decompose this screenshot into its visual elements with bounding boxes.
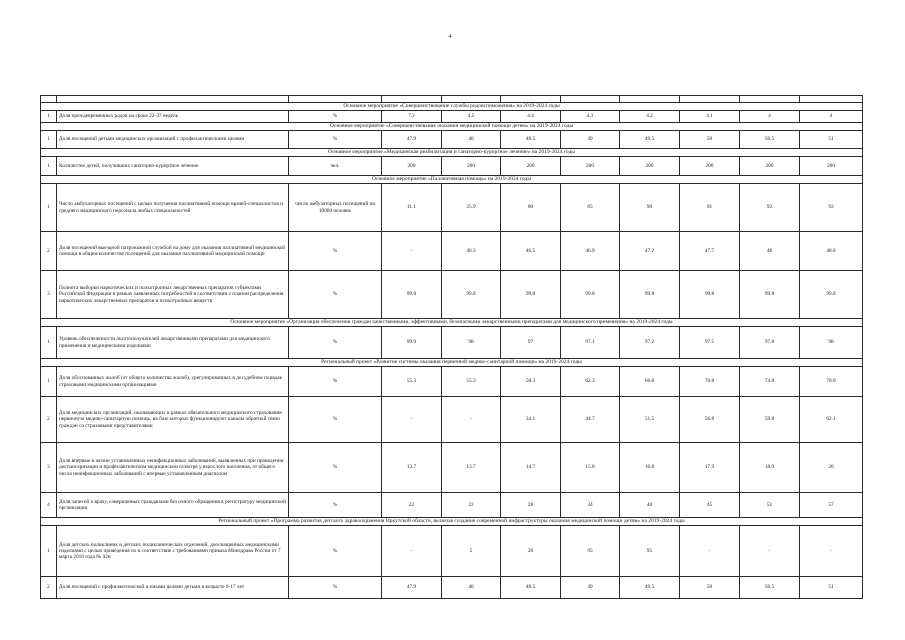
value-cell: 99.8 (740, 271, 800, 319)
value-cell: 51 (740, 493, 800, 518)
value-cell: 18.9 (740, 443, 800, 493)
value-cell: 99.8 (501, 271, 561, 319)
value-cell: 99.8 (620, 271, 680, 319)
unit-cell: % (289, 131, 382, 149)
value-cell: 99.8 (561, 271, 620, 319)
value-cell: 98 (800, 327, 863, 359)
value-cell: 58.3 (501, 367, 561, 397)
indicator-name: Доля медицинских организаций, оказывающих в рамках обязательного медицинского страхования первичную медико-санитарную помощь, на базе которых функционируют каналы обратной связи граждан со страховыми представителями (57, 397, 289, 443)
unit-cell: % (289, 526, 382, 577)
value-cell: 16.8 (620, 443, 680, 493)
section-header-row (41, 176, 863, 184)
section-title: Региональный проект «Развитие системы оказания первичной медико-санитарной помощи» на 2019-2024 годы (41, 359, 863, 367)
value-cell: 5 (442, 526, 501, 577)
indicator-name: Доля обоснованных жалоб (от общего количества жалоб), урегулированных в досудебном порядке страховыми медицинскими организациями (57, 367, 289, 397)
indicator-row (41, 367, 863, 397)
indicator-name: Доля посещений выездной патронажной службой на дому для оказания паллиативной медицинской помощи в общем количестве посещений для оказания паллиативной медицинской помощи (57, 232, 289, 271)
header-cell (800, 96, 863, 103)
value-cell: 200 (382, 157, 442, 176)
value-cell: 97 (501, 327, 561, 359)
value-cell: 99.8 (800, 271, 863, 319)
value-cell: 92 (740, 184, 800, 232)
value-cell: 48.5 (501, 131, 561, 149)
row-number: 1 (41, 327, 57, 359)
value-cell: - (800, 526, 863, 577)
value-cell: 74.8 (740, 367, 800, 397)
value-cell: 99.9 (382, 327, 442, 359)
unit-cell: % (289, 271, 382, 319)
row-number: 3 (41, 443, 57, 493)
value-cell: 97.8 (740, 327, 800, 359)
indicator-row (41, 157, 863, 176)
row-number: 2 (41, 397, 57, 443)
indicator-name: Число амбулаторных посещений с целью получения паллиативной помощи врачей-специалистов и среднего медицинского персонала любых специальностей (57, 184, 289, 232)
indicator-name: Доля посещений детьми медицинских организаций с профилактическими целями (57, 131, 289, 149)
section-header-row (41, 123, 863, 131)
unit-cell: % (289, 577, 382, 599)
unit-cell: % (289, 367, 382, 397)
unit-cell: % (289, 397, 382, 443)
section-title: Основное мероприятие «Совершенствование службы родовспоможения» на 2019-2024 годы (41, 103, 863, 111)
value-cell: 200 (680, 157, 740, 176)
value-cell: 95 (620, 526, 680, 577)
value-cell: 51 (800, 131, 863, 149)
value-cell: 7.2 (382, 111, 442, 123)
indicator-name: Доля посещений с профилактической и иными целями детьми в возрасте 0-17 лет (57, 577, 289, 599)
value-cell: 200 (620, 157, 680, 176)
unit-cell: % (289, 111, 382, 123)
value-cell: 25.9 (442, 184, 501, 232)
value-cell: 46.3 (442, 232, 501, 271)
value-cell: 200 (800, 157, 863, 176)
unit-cell: % (289, 232, 382, 271)
header-cell (740, 96, 800, 103)
value-cell: 47.7 (680, 232, 740, 271)
indicator-name: Доля преждевременных родов на сроке 22-37 недель (57, 111, 289, 123)
value-cell: 59.8 (740, 397, 800, 443)
value-cell: 14.7 (501, 443, 561, 493)
indicator-name: Доля впервые в жизни установленных неинфекционных заболеваний, выявленных при проведении диспансеризации и профилактическом медицинском осмотре у взрослого населения, от общего числа неинфекционных заболеваний с впервые установленным диагнозом (57, 443, 289, 493)
value-cell: 40 (620, 493, 680, 518)
header-cell (289, 96, 382, 103)
value-cell: 55.3 (442, 367, 501, 397)
section-header-row (41, 149, 863, 157)
value-cell: 78.8 (800, 367, 863, 397)
indicator-row (41, 493, 863, 518)
value-cell: 4.4 (501, 111, 561, 123)
value-cell: 13.7 (382, 443, 442, 493)
value-cell: 44.7 (561, 397, 620, 443)
value-cell: 50.5 (740, 577, 800, 599)
indicator-name: Доля детских поликлиник и детских поликлинических отделений, дооснащенных медицинскими изделиями с целью приведения их в соответствие с требованиями приказа Минздрава России от 7 марта 2018 года № 92н (57, 526, 289, 577)
section-header-row (41, 518, 863, 526)
section-title: Основное мероприятие «Медицинская реабилитация и санаторно-курортное лечение» на 2019-2024 годы (41, 149, 863, 157)
value-cell: 4 (800, 111, 863, 123)
unit-cell: % (289, 443, 382, 493)
value-cell: 46.9 (561, 232, 620, 271)
value-cell: 48.5 (501, 577, 561, 599)
indicator-row (41, 397, 863, 443)
value-cell: 28 (501, 493, 561, 518)
header-cell (561, 96, 620, 103)
indicator-row (41, 131, 863, 149)
value-cell: 47.9 (382, 577, 442, 599)
indicator-name: Доля записей к врачу, совершенных гражданами без очного обращения в регистратуру медицинской организации (57, 493, 289, 518)
value-cell: 47.2 (620, 232, 680, 271)
row-number: 1 (41, 111, 57, 123)
header-cell (41, 96, 57, 103)
row-number: 1 (41, 184, 57, 232)
value-cell: 99.8 (680, 271, 740, 319)
value-cell: 48 (442, 131, 501, 149)
page-number: 4 (448, 34, 452, 40)
value-cell: 48 (740, 232, 800, 271)
value-cell: 15.8 (561, 443, 620, 493)
value-cell: 51.5 (620, 397, 680, 443)
row-number: 2 (41, 577, 57, 599)
value-cell: 200 (740, 157, 800, 176)
indicator-row (41, 184, 863, 232)
value-cell: 49 (561, 577, 620, 599)
value-cell: 97.1 (561, 327, 620, 359)
value-cell: 70.8 (680, 367, 740, 397)
value-cell: 20 (501, 526, 561, 577)
indicator-row (41, 232, 863, 271)
section-title: Региональный проект «Программа развития детского здравоохранения Иркутской области, включая создание современной инфраструктуры оказания медицинской помощи детям» на 2019-2024 годы (41, 518, 863, 526)
row-number: 2 (41, 232, 57, 271)
value-cell: 4.1 (680, 111, 740, 123)
row-number: 1 (41, 157, 57, 176)
header-cell (57, 96, 289, 103)
value-cell: 85 (561, 184, 620, 232)
value-cell: 93 (800, 184, 863, 232)
value-cell: 95 (561, 526, 620, 577)
value-cell: 97.2 (620, 327, 680, 359)
value-cell: 13.7 (442, 443, 501, 493)
unit-cell: % (289, 493, 382, 518)
value-cell: 34 (561, 493, 620, 518)
unit-cell: число амбулаторных посещений на 10000 человек (289, 184, 382, 232)
section-header-row (41, 359, 863, 367)
indicator-row (41, 271, 863, 319)
value-cell: 97.5 (680, 327, 740, 359)
value-cell: 62.1 (800, 397, 863, 443)
indicator-row (41, 577, 863, 599)
value-cell: 99.8 (442, 271, 501, 319)
row-number: 1 (41, 526, 57, 577)
value-cell: 98 (442, 327, 501, 359)
value-cell: 17.9 (680, 443, 740, 493)
row-number: 1 (41, 131, 57, 149)
value-cell: 66.8 (620, 367, 680, 397)
value-cell: 22 (442, 493, 501, 518)
unit-cell: чел. (289, 157, 382, 176)
indicator-name: Уровень обеспеченности льготополучателей лекарственными препаратами для медицинского применения и медицинскими изделиями (57, 327, 289, 359)
value-cell: 90 (620, 184, 680, 232)
value-cell: 4.3 (561, 111, 620, 123)
value-cell: 48 (442, 577, 501, 599)
value-cell: 99.8 (382, 271, 442, 319)
value-cell: 48.8 (800, 232, 863, 271)
value-cell: 56.8 (680, 397, 740, 443)
value-cell: 55.3 (382, 367, 442, 397)
row-number: 1 (41, 367, 57, 397)
value-cell: - (680, 526, 740, 577)
value-cell: 47.9 (382, 131, 442, 149)
value-cell: 57 (800, 493, 863, 518)
value-cell: 51 (800, 577, 863, 599)
value-cell: 22 (382, 493, 442, 518)
header-cell (501, 96, 561, 103)
indicator-row (41, 526, 863, 577)
indicator-name: Количество детей, получивших санаторно-курортное лечение (57, 157, 289, 176)
table-header-row (41, 96, 863, 103)
value-cell: 50 (680, 577, 740, 599)
value-cell: 49 (561, 131, 620, 149)
value-cell: - (442, 397, 501, 443)
value-cell: 200 (442, 157, 501, 176)
indicators-table (40, 95, 863, 599)
value-cell: 45 (680, 493, 740, 518)
row-number: 3 (41, 271, 57, 319)
value-cell: 4.2 (620, 111, 680, 123)
header-cell (382, 96, 442, 103)
value-cell: 49.5 (620, 577, 680, 599)
section-title: Основное мероприятие «Совершенствование оказания медицинской помощи детям» на 2019-2024 годы (41, 123, 863, 131)
value-cell: 50 (680, 131, 740, 149)
header-cell (620, 96, 680, 103)
header-cell (442, 96, 501, 103)
section-title: Основное мероприятие «Организация обеспечения граждан качественными, эффективными, безопасными лекарственными препаратами для медицинского применения» на 2019-2024 годы (41, 319, 863, 327)
value-cell: - (382, 397, 442, 443)
value-cell: - (740, 526, 800, 577)
section-title: Основное мероприятие «Паллиативная помощь» на 2019-2024 годы (41, 176, 863, 184)
row-number: 4 (41, 493, 57, 518)
value-cell: - (382, 232, 442, 271)
value-cell: 200 (501, 157, 561, 176)
value-cell: 4 (740, 111, 800, 123)
value-cell: 4.5 (442, 111, 501, 123)
section-header-row (41, 103, 863, 111)
value-cell: 50.5 (740, 131, 800, 149)
value-cell: 91 (680, 184, 740, 232)
value-cell: 80 (501, 184, 561, 232)
value-cell: 62.3 (561, 367, 620, 397)
unit-cell: % (289, 327, 382, 359)
value-cell: 20 (800, 443, 863, 493)
header-cell (680, 96, 740, 103)
indicator-row (41, 327, 863, 359)
value-cell: - (382, 526, 442, 577)
indicator-row (41, 443, 863, 493)
indicator-row (41, 111, 863, 123)
value-cell: 200 (561, 157, 620, 176)
section-header-row (41, 319, 863, 327)
value-cell: 49.5 (620, 131, 680, 149)
value-cell: 46.5 (501, 232, 561, 271)
indicator-name: Полнота выборки наркотических и психотропных лекарственных препаратов субъектами Российской Федерации в рамках заявленных потребностей в соответствии с планом распределения наркотических лекарственных препаратов и психотропных веществ (57, 271, 289, 319)
value-cell: 11.1 (382, 184, 442, 232)
value-cell: 34.1 (501, 397, 561, 443)
